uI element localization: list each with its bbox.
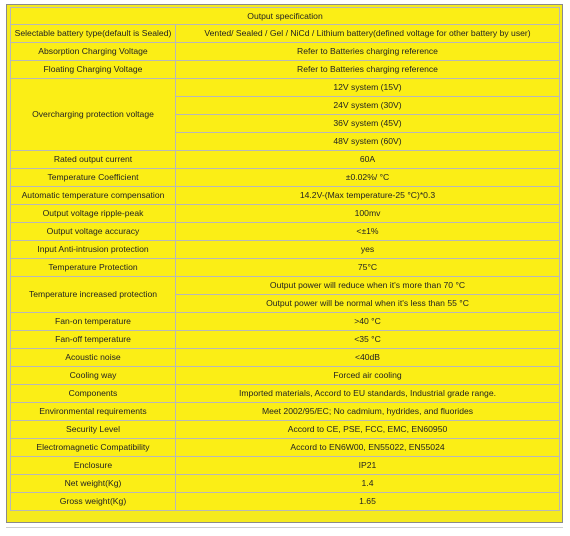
table-row (11, 457, 560, 475)
row-value: 60A (176, 151, 560, 169)
row-label: Temperature increased protection (11, 277, 176, 313)
table-row (11, 259, 560, 277)
row-value: 36V system (45V) (176, 115, 560, 133)
divider (6, 527, 563, 528)
row-value: 24V system (30V) (176, 97, 560, 115)
table-row (11, 367, 560, 385)
table-row (11, 79, 560, 97)
row-label: Rated output current (11, 151, 176, 169)
table-row (11, 43, 560, 61)
row-value: Output power will be normal when it's less than 55 °C (176, 295, 560, 313)
row-value: 14.2V-(Max temperature-25 °C)*0.3 (176, 187, 560, 205)
table-row (11, 493, 560, 511)
row-label: Output voltage ripple-peak (11, 205, 176, 223)
row-label: Temperature Protection (11, 259, 176, 277)
table-row (11, 331, 560, 349)
row-label: Environmental requirements (11, 403, 176, 421)
row-value: 48V system (60V) (176, 133, 560, 151)
row-value: Accord to CE, PSE, FCC, EMC, EN60950 (176, 421, 560, 439)
row-label: Temperature Coefficient (11, 169, 176, 187)
row-label: Absorption Charging Voltage (11, 43, 176, 61)
row-label: Enclosure (11, 457, 176, 475)
table-row (11, 385, 560, 403)
row-value: ±0.02%/ °C (176, 169, 560, 187)
row-label: Components (11, 385, 176, 403)
row-value: Vented/ Sealed / Gel / NiCd / Lithium battery(defined voltage for other battery by user) (176, 25, 560, 43)
table-row (11, 475, 560, 493)
table-row (11, 439, 560, 457)
row-value: <±1% (176, 223, 560, 241)
table-title: Output specification (11, 8, 560, 25)
row-label: Floating Charging Voltage (11, 61, 176, 79)
row-value: >40 °C (176, 313, 560, 331)
row-label: Security Level (11, 421, 176, 439)
table-row (11, 187, 560, 205)
row-value: 12V system (15V) (176, 79, 560, 97)
row-label: Fan-on temperature (11, 313, 176, 331)
output-specification-table (10, 7, 560, 511)
row-label: Gross weight(Kg) (11, 493, 176, 511)
row-value: 1.65 (176, 493, 560, 511)
row-value: Refer to Batteries charging reference (176, 61, 560, 79)
table-row (11, 61, 560, 79)
row-label: Automatic temperature compensation (11, 187, 176, 205)
table-row (11, 349, 560, 367)
row-label: Fan-off temperature (11, 331, 176, 349)
row-value: Refer to Batteries charging reference (176, 43, 560, 61)
row-label: Overcharging protection voltage (11, 79, 176, 151)
row-value: Imported materials, Accord to EU standards, Industrial grade range. (176, 385, 560, 403)
row-label: Net weight(Kg) (11, 475, 176, 493)
table-row (11, 241, 560, 259)
row-label: Selectable battery type(default is Sealed) (11, 25, 176, 43)
row-value: 100mv (176, 205, 560, 223)
table-row (11, 223, 560, 241)
row-label: Input Anti-intrusion protection (11, 241, 176, 259)
row-value: Meet 2002/95/EC; No cadmium, hydrides, and fluorides (176, 403, 560, 421)
table-row (11, 313, 560, 331)
row-value: Output power will reduce when it's more than 70 °C (176, 277, 560, 295)
row-value: yes (176, 241, 560, 259)
table-header-row (11, 8, 560, 25)
row-label: Electromagnetic Compatibility (11, 439, 176, 457)
table-row (11, 169, 560, 187)
row-value: <35 °C (176, 331, 560, 349)
table-row (11, 421, 560, 439)
row-value: Accord to EN6W00, EN55022, EN55024 (176, 439, 560, 457)
row-value: Forced air cooling (176, 367, 560, 385)
row-value: 75°C (176, 259, 560, 277)
row-value: 1.4 (176, 475, 560, 493)
row-label: Cooling way (11, 367, 176, 385)
row-label: Output voltage accuracy (11, 223, 176, 241)
table-row (11, 277, 560, 295)
row-value: <40dB (176, 349, 560, 367)
table-row (11, 403, 560, 421)
row-value: IP21 (176, 457, 560, 475)
table-row (11, 151, 560, 169)
table-row (11, 25, 560, 43)
row-label: Acoustic noise (11, 349, 176, 367)
table-row (11, 205, 560, 223)
